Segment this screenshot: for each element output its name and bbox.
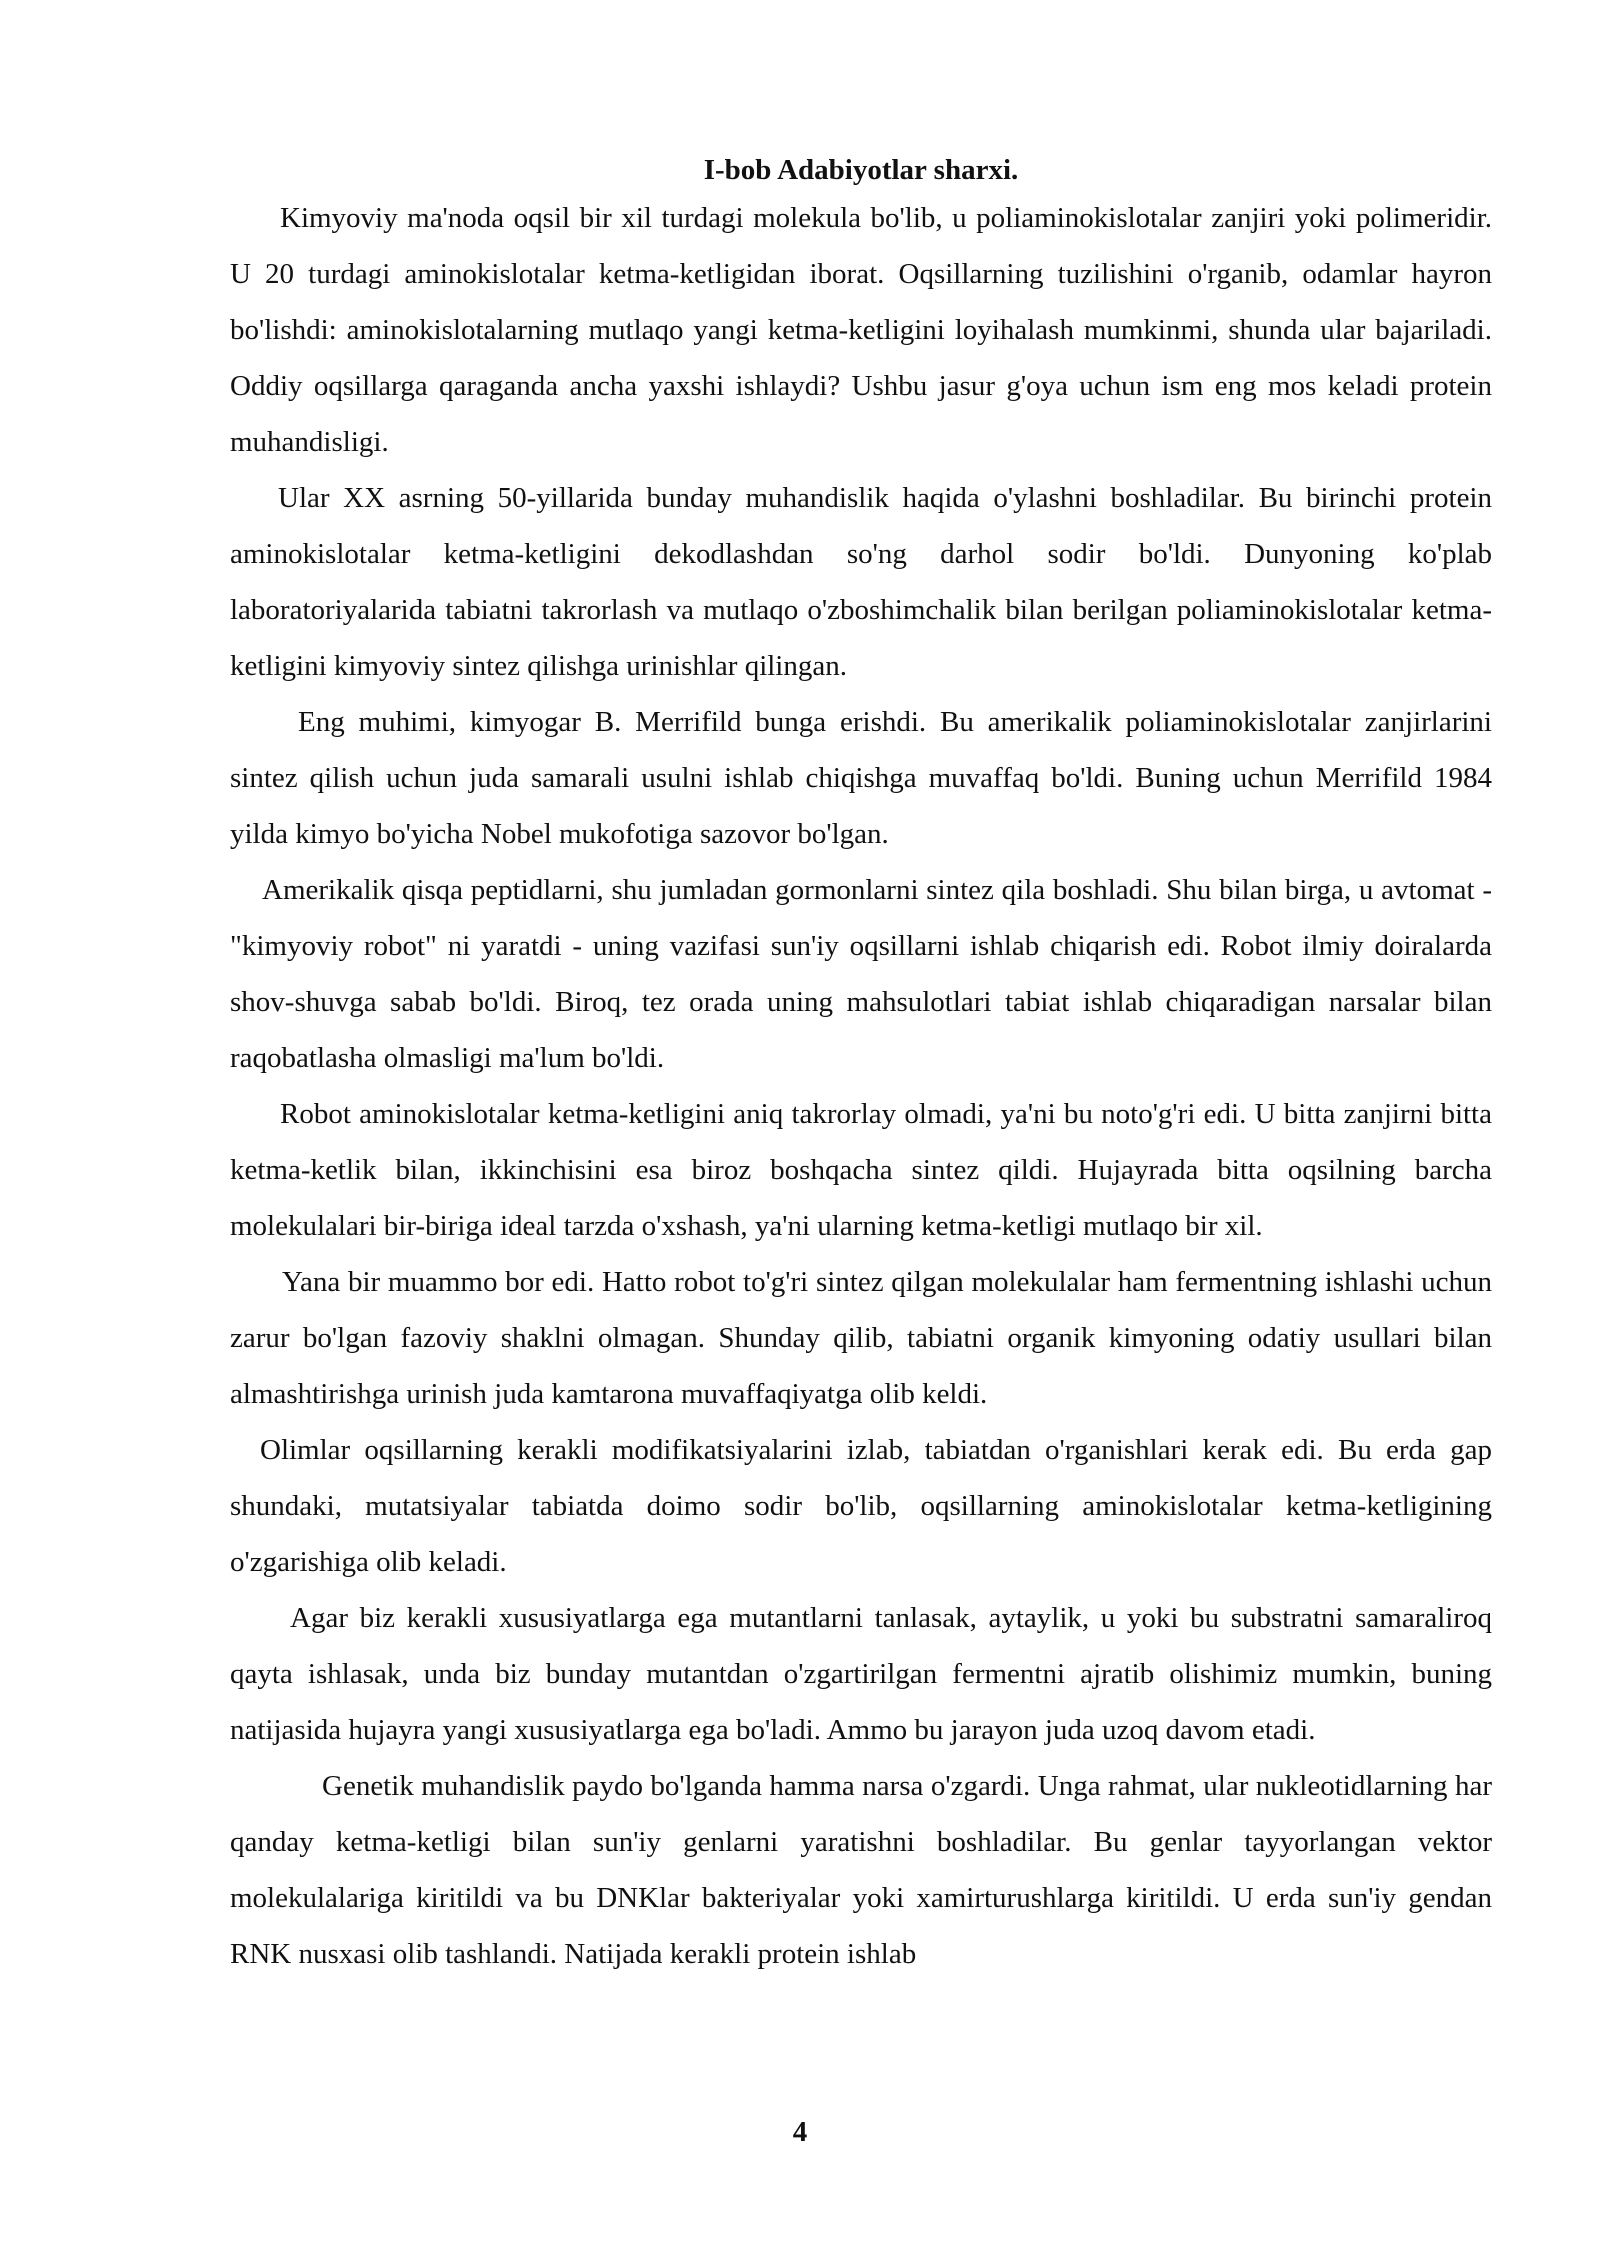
paragraph-3: Eng muhimi, kimyogar B. Merrifild bunga erishdi. Bu amerikalik poliaminokislotalar zanjirlarini sintez qilish uchun juda samarali usulni ishlab chiqishga muvaffaq bo'ldi. Buning uchun Merrifild 1984 yilda kimyo bo'yicha Nobel mukofotiga sazovor bo'lgan. <box>230 706 1492 850</box>
paragraph-7: Olimlar oqsillarning kerakli modifikatsiyalarini izlab, tabiatdan o'rganishlari kerak edi. Bu erda gap shundaki, mutatsiyalar tabiatda doimo sodir bo'lib, oqsillarning aminokislotalar ketma-ketligining o'zgarishiga olib keladi. <box>230 1434 1492 1578</box>
section-heading: I-bob Adabiyotlar sharxi. <box>703 154 1019 186</box>
paragraph-2: Ular XX asrning 50-yillarida bunday muhandislik haqida o'ylashni boshladilar. Bu birinchi protein aminokislotalar ketma-ketligini dekodlashdan so'ng darhol sodir bo'ldi. Dunyoning ko'plab laboratoriyalarida tabiatni takrorlash va mutlaqo o'zboshimchalik bilan berilgan poliaminokislotalar ketma-ketligini kimyoviy sintez qilishga urinishlar qilingan. <box>230 482 1492 682</box>
paragraph-6: Yana bir muammo bor edi. Hatto robot to'g'ri sintez qilgan molekulalar ham fermentning ishlashi uchun zarur bo'lgan fazoviy shaklni olmagan. Shunday qilib, tabiatni organik kimyoning odatiy usullari bilan almashtirishga urinish juda kamtarona muvaffaqiyatga olib keldi. <box>230 1266 1492 1410</box>
page-number: 4 <box>792 2116 808 2148</box>
paragraph-4: Amerikalik qisqa peptidlarni, shu jumladan gormonlarni sintez qila boshladi. Shu bilan birga, u avtomat - "kimyoviy robot" ni yaratdi - uning vazifasi sun'iy oqsillarni ishlab chiqarish edi. Robot ilmiy doiralarda shov-shuvga sabab bo'ldi. Biroq, tez orada uning mahsulotlari tabiat ishlab chiqaradigan narsalar bilan raqobatlasha olmasligi ma'lum bo'ldi. <box>230 874 1492 1074</box>
paragraph-9: Genetik muhandislik paydo bo'lganda hamma narsa o'zgardi. Unga rahmat, ular nukleotidlarning har qanday ketma-ketligi bilan sun'iy genlarni yaratishni boshladilar. Bu genlar tayyorlangan vektor molekulalariga kiritildi va bu DNKlar bakteriyalar yoki xamirturushlarga kiritildi. U erda sun'iy gendan RNK nusxasi olib tashlandi. Natijada kerakli protein ishlab <box>230 1770 1492 1970</box>
paragraph-5: Robot aminokislotalar ketma-ketligini aniq takrorlay olmadi, ya'ni bu noto'g'ri edi. U bitta zanjirni bitta ketma-ketlik bilan, ikkinchisini esa biroz boshqacha sintez qildi. Hujayrada bitta oqsilning barcha molekulalari bir-biriga ideal tarzda o'xshash, ya'ni ularning ketma-ketligi mutlaqo bir xil. <box>230 1098 1492 1242</box>
paragraph-8: Agar biz kerakli xususiyatlarga ega mutantlarni tanlasak, aytaylik, u yoki bu substratni samaraliroq qayta ishlasak, unda biz bunday mutantdan o'zgartirilgan fermentni ajratib olishimiz mumkin, buning natijasida hujayra yangi xususiyatlarga ega bo'ladi. Ammo bu jarayon juda uzoq davom etadi. <box>230 1602 1492 1746</box>
page-body <box>230 150 1492 1982</box>
paragraph-1: Kimyoviy ma'noda oqsil bir xil turdagi molekula bo'lib, u poliaminokislotalar zanjiri yoki polimeridir. U 20 turdagi aminokislotalar ketma-ketligidan iborat. Oqsillarning tuzilishini o'rganib, odamlar hayron bo'lishdi: aminokislotalarning mutlaqo yangi ketma-ketligini loyihalash mumkinmi, shunda ular bajariladi. Oddiy oqsillarga qaraganda ancha yaxshi ishlaydi? Ushbu jasur g'oya uchun ism eng mos keladi protein muhandisligi. <box>230 202 1492 458</box>
